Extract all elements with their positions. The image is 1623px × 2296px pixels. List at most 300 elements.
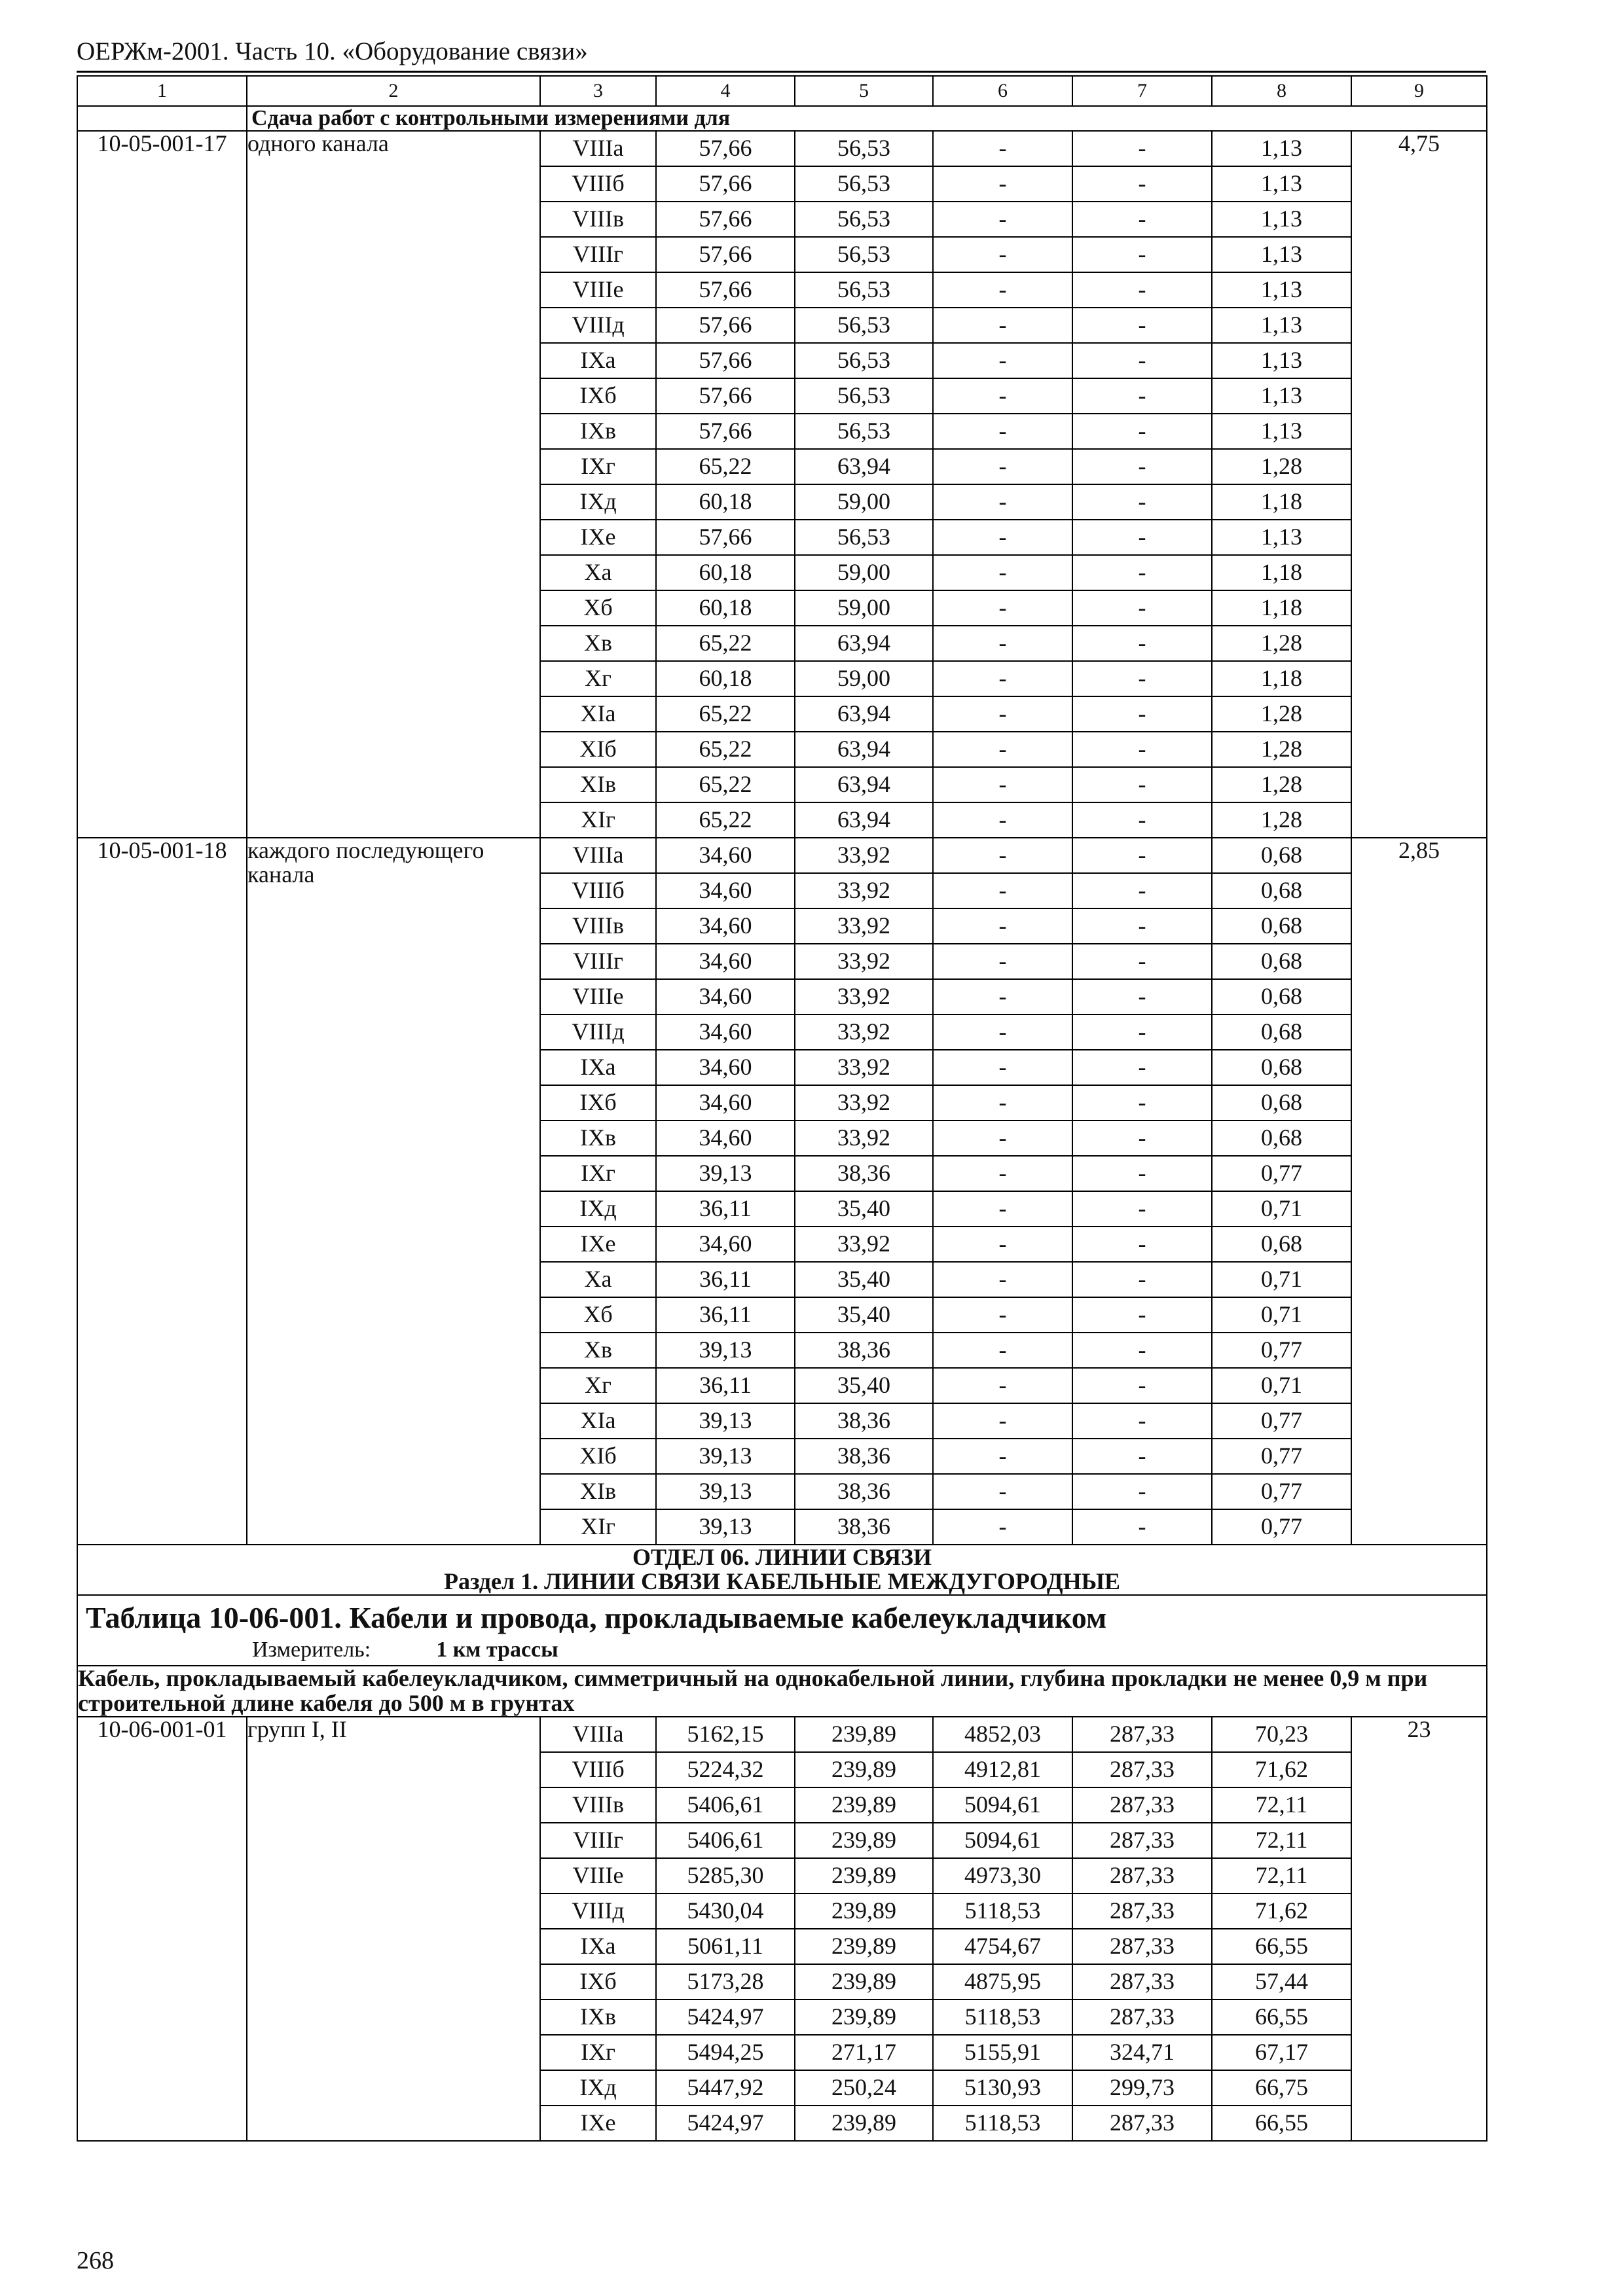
cell-value: - <box>1072 908 1212 944</box>
cell-value: 5118,53 <box>933 2000 1072 2035</box>
cell-value: 33,92 <box>795 1227 933 1262</box>
cell-value: XIб <box>540 1439 656 1474</box>
cell-value: 33,92 <box>795 838 933 873</box>
cell-value: - <box>1072 484 1212 520</box>
cell-value: - <box>1072 237 1212 272</box>
cell-value: XIг <box>540 802 656 838</box>
cell-value: 0,77 <box>1212 1403 1351 1439</box>
cell-value: VIIIв <box>540 202 656 237</box>
cell-value: IXд <box>540 2070 656 2106</box>
cell-value: VIIIб <box>540 166 656 202</box>
cell-value: - <box>933 873 1072 908</box>
cell-value: - <box>1072 732 1212 767</box>
column-number: 3 <box>540 76 656 106</box>
cell-value: 63,94 <box>795 767 933 802</box>
column-number: 4 <box>656 76 795 106</box>
cell-value: IXг <box>540 1156 656 1191</box>
section-title: Раздел 1. ЛИНИИ СВЯЗИ КАБЕЛЬНЫЕ МЕЖДУГОРОДНЫЕ <box>443 1568 1120 1595</box>
cell-value: - <box>933 378 1072 414</box>
cell-value: VIIIв <box>540 908 656 944</box>
cell-value: - <box>1072 202 1212 237</box>
cell-value: 38,36 <box>795 1333 933 1368</box>
cell-value: 0,68 <box>1212 838 1351 873</box>
cell-value: 287,33 <box>1072 1964 1212 2000</box>
cell-value: IXа <box>540 1050 656 1085</box>
cell-value: - <box>1072 1474 1212 1509</box>
cell-value: 33,92 <box>795 1121 933 1156</box>
cell-value: 5224,32 <box>656 1752 795 1787</box>
cell-value: 287,33 <box>1072 1787 1212 1823</box>
work-name: каждого последующего канала <box>247 838 540 1545</box>
cell-value: 1,13 <box>1212 237 1351 272</box>
cell-value: 1,28 <box>1212 696 1351 732</box>
cell-value: 60,18 <box>656 590 795 626</box>
cell-value: 34,60 <box>656 1085 795 1121</box>
cell-value: - <box>933 838 1072 873</box>
cell-value: 39,13 <box>656 1403 795 1439</box>
cell-value: - <box>1072 590 1212 626</box>
cell-value: XIв <box>540 1474 656 1509</box>
cell-value: 5061,11 <box>656 1929 795 1964</box>
cell-value: 4754,67 <box>933 1929 1072 1964</box>
cell-value: 33,92 <box>795 979 933 1014</box>
cell-value: - <box>933 449 1072 484</box>
cell-value: 5447,92 <box>656 2070 795 2106</box>
cell-value: 0,77 <box>1212 1509 1351 1545</box>
column-number: 1 <box>77 76 247 106</box>
cell-value: VIIIе <box>540 979 656 1014</box>
cell-value: VIIIд <box>540 1893 656 1929</box>
cell-value: Xг <box>540 1368 656 1403</box>
cell-value: 71,62 <box>1212 1752 1351 1787</box>
cell-value: 34,60 <box>656 1014 795 1050</box>
cell-value: - <box>1072 802 1212 838</box>
cell-value: - <box>1072 1156 1212 1191</box>
cell-value: VIIIа <box>540 131 656 166</box>
cell-value: 1,28 <box>1212 449 1351 484</box>
cell-value: 0,68 <box>1212 1121 1351 1156</box>
rates-table <box>77 75 1487 2142</box>
cell-value: 287,33 <box>1072 1893 1212 1929</box>
cell-value: 239,89 <box>795 1823 933 1858</box>
cell-value: VIIIе <box>540 1858 656 1893</box>
cell-value: - <box>1072 696 1212 732</box>
cell-value: - <box>1072 838 1212 873</box>
page-number: 268 <box>77 2247 114 2274</box>
cell-value: 34,60 <box>656 979 795 1014</box>
cell-value: - <box>933 802 1072 838</box>
work-name: одного канала <box>247 131 540 838</box>
cell-value: 65,22 <box>656 449 795 484</box>
table-row <box>77 131 1487 166</box>
table-title-row <box>77 1595 1487 1666</box>
cell-value: 0,68 <box>1212 908 1351 944</box>
cell-value: 65,22 <box>656 626 795 661</box>
subheading-row <box>77 1666 1487 1717</box>
cell-value: IXб <box>540 1964 656 2000</box>
cell-value: - <box>1072 378 1212 414</box>
cell-value: - <box>1072 1191 1212 1227</box>
cell-value: - <box>933 944 1072 979</box>
cell-value: - <box>1072 1121 1212 1156</box>
cell-value: 4852,03 <box>933 1717 1072 1752</box>
cell-value: - <box>1072 343 1212 378</box>
cell-value: 5130,93 <box>933 2070 1072 2106</box>
cell-value: 1,13 <box>1212 520 1351 555</box>
cell-value: - <box>933 520 1072 555</box>
cell-value: 65,22 <box>656 767 795 802</box>
cell-value: 1,13 <box>1212 131 1351 166</box>
cell-value: - <box>933 590 1072 626</box>
cell-value: 33,92 <box>795 1050 933 1085</box>
cell-value: 57,66 <box>656 131 795 166</box>
cell-value: 0,68 <box>1212 979 1351 1014</box>
cell-value: 38,36 <box>795 1509 933 1545</box>
cell-value: 35,40 <box>795 1297 933 1333</box>
cell-value: 4875,95 <box>933 1964 1072 2000</box>
cell-value: - <box>1072 873 1212 908</box>
cell-value: - <box>1072 555 1212 590</box>
cell-value: 0,68 <box>1212 1050 1351 1085</box>
cell-value: 5285,30 <box>656 1858 795 1893</box>
cell-value: 239,89 <box>795 1787 933 1823</box>
cell-value: 57,66 <box>656 343 795 378</box>
cell-value: 56,53 <box>795 308 933 343</box>
cell-value: 38,36 <box>795 1474 933 1509</box>
cell-value: IXг <box>540 449 656 484</box>
cell-value: - <box>933 308 1072 343</box>
cell-value: Xа <box>540 1262 656 1297</box>
cell-value: 57,66 <box>656 520 795 555</box>
cell-value: - <box>933 1439 1072 1474</box>
cell-value: 5424,97 <box>656 2000 795 2035</box>
cell-value: 56,53 <box>795 131 933 166</box>
cell-value: - <box>933 1262 1072 1297</box>
cell-value: 34,60 <box>656 873 795 908</box>
cell-value: 72,11 <box>1212 1787 1351 1823</box>
cell-value: 239,89 <box>795 1717 933 1752</box>
cell-value: 5406,61 <box>656 1823 795 1858</box>
cell-value: IXд <box>540 1191 656 1227</box>
cell-value: 1,28 <box>1212 732 1351 767</box>
cell-value: - <box>1072 308 1212 343</box>
cell-value: - <box>933 1403 1072 1439</box>
cell-value: 60,18 <box>656 555 795 590</box>
cell-value: 56,53 <box>795 237 933 272</box>
column-number: 7 <box>1072 76 1212 106</box>
cell-value: - <box>933 202 1072 237</box>
cell-value: 39,13 <box>656 1509 795 1545</box>
cell-value: 250,24 <box>795 2070 933 2106</box>
cell-value: 57,66 <box>656 202 795 237</box>
cell-value: 59,00 <box>795 555 933 590</box>
cell-value: 287,33 <box>1072 1717 1212 1752</box>
cell-value: 1,28 <box>1212 626 1351 661</box>
cell-value: IXе <box>540 1227 656 1262</box>
cell-value: - <box>933 1509 1072 1545</box>
cell-value: 67,17 <box>1212 2035 1351 2070</box>
cell-value: 0,71 <box>1212 1297 1351 1333</box>
cell-value: - <box>933 1297 1072 1333</box>
cell-value: 0,77 <box>1212 1156 1351 1191</box>
cell-value: 65,22 <box>656 802 795 838</box>
cell-value: - <box>1072 1014 1212 1050</box>
table-row <box>77 1717 1487 1752</box>
cell-value: 56,53 <box>795 414 933 449</box>
cell-value: 66,75 <box>1212 2070 1351 2106</box>
cell-value: 56,53 <box>795 378 933 414</box>
cell-value: 38,36 <box>795 1403 933 1439</box>
cell-value: - <box>933 272 1072 308</box>
cell-value: - <box>1072 449 1212 484</box>
cell-value: 66,55 <box>1212 1929 1351 1964</box>
cell-value: 36,11 <box>656 1191 795 1227</box>
cell-value: 34,60 <box>656 838 795 873</box>
division-title: ОТДЕЛ 06. ЛИНИИ СВЯЗИ <box>632 1543 932 1570</box>
table-title-cell <box>77 1595 1487 1666</box>
cell-value: 1,13 <box>1212 166 1351 202</box>
cell-value: 39,13 <box>656 1333 795 1368</box>
total-value: 23 <box>1351 1717 1487 2141</box>
cell-value: 38,36 <box>795 1439 933 1474</box>
cell-value: IXв <box>540 2000 656 2035</box>
cell-value: 0,68 <box>1212 944 1351 979</box>
cell-value: 0,77 <box>1212 1474 1351 1509</box>
cell-value: - <box>1072 944 1212 979</box>
total-value: 4,75 <box>1351 131 1487 838</box>
cell-value: VIIIв <box>540 1787 656 1823</box>
cell-value: 239,89 <box>795 1858 933 1893</box>
cell-value: IXе <box>540 2106 656 2141</box>
cell-value: - <box>933 696 1072 732</box>
cell-value: 56,53 <box>795 202 933 237</box>
cell-value: 72,11 <box>1212 1823 1351 1858</box>
column-number: 9 <box>1351 76 1487 106</box>
cell-value: 71,62 <box>1212 1893 1351 1929</box>
cell-value: - <box>1072 131 1212 166</box>
cell-value: 5094,61 <box>933 1787 1072 1823</box>
cell-value: 66,55 <box>1212 2106 1351 2141</box>
cell-value: 36,11 <box>656 1368 795 1403</box>
cell-value: 0,71 <box>1212 1368 1351 1403</box>
cell-value: 35,40 <box>795 1191 933 1227</box>
cell-value: - <box>1072 272 1212 308</box>
cell-value: 65,22 <box>656 696 795 732</box>
cell-value: - <box>1072 1227 1212 1262</box>
cell-value: - <box>1072 626 1212 661</box>
cell-value: 1,18 <box>1212 661 1351 696</box>
cell-value: 5430,04 <box>656 1893 795 1929</box>
cell-value: - <box>1072 1050 1212 1085</box>
empty-cell <box>77 106 247 131</box>
cell-value: - <box>1072 661 1212 696</box>
cell-value: - <box>1072 979 1212 1014</box>
cell-value: IXа <box>540 1929 656 1964</box>
cell-value: 0,77 <box>1212 1439 1351 1474</box>
cell-value: 239,89 <box>795 1929 933 1964</box>
column-number: 2 <box>247 76 540 106</box>
cell-value: 0,68 <box>1212 1014 1351 1050</box>
cell-value: 0,68 <box>1212 1085 1351 1121</box>
cell-value: - <box>933 1474 1072 1509</box>
cell-value: - <box>933 908 1072 944</box>
cell-value: VIIIг <box>540 237 656 272</box>
cell-value: 59,00 <box>795 661 933 696</box>
cell-value: 1,18 <box>1212 590 1351 626</box>
cell-value: IXг <box>540 2035 656 2070</box>
cell-value: 5173,28 <box>656 1964 795 2000</box>
cell-value: 5118,53 <box>933 2106 1072 2141</box>
cell-value: - <box>933 1156 1072 1191</box>
cell-value: VIIIа <box>540 1717 656 1752</box>
cell-value: - <box>1072 1509 1212 1545</box>
running-header: ОЕРЖм-2001. Часть 10. «Оборудование связи» <box>77 37 588 65</box>
cell-value: 63,94 <box>795 732 933 767</box>
cell-value: Xа <box>540 555 656 590</box>
cell-value: 239,89 <box>795 1752 933 1787</box>
cell-value: - <box>1072 520 1212 555</box>
measure-value: 1 км трассы <box>436 1637 558 1662</box>
table-row <box>77 838 1487 873</box>
cell-value: 0,68 <box>1212 1227 1351 1262</box>
cell-value: 1,13 <box>1212 272 1351 308</box>
cell-value: IXб <box>540 1085 656 1121</box>
cell-value: - <box>933 1368 1072 1403</box>
cell-value: - <box>1072 1297 1212 1333</box>
cell-value: Xб <box>540 590 656 626</box>
cell-value: 5162,15 <box>656 1717 795 1752</box>
cell-value: 1,28 <box>1212 767 1351 802</box>
cell-value: XIв <box>540 767 656 802</box>
cell-value: 239,89 <box>795 2106 933 2141</box>
cell-value: 5094,61 <box>933 1823 1072 1858</box>
column-number: 8 <box>1212 76 1351 106</box>
cell-value: - <box>933 1333 1072 1368</box>
cell-value: 287,33 <box>1072 2000 1212 2035</box>
section-heading: Сдача работ с контрольными измерениями для <box>247 106 1487 131</box>
cell-value: 33,92 <box>795 944 933 979</box>
cell-value: - <box>933 626 1072 661</box>
cell-value: 0,71 <box>1212 1262 1351 1297</box>
cell-value: 60,18 <box>656 661 795 696</box>
cell-value: IXв <box>540 1121 656 1156</box>
cell-value: - <box>933 343 1072 378</box>
cell-value: 33,92 <box>795 873 933 908</box>
cell-value: 287,33 <box>1072 1929 1212 1964</box>
cell-value: 35,40 <box>795 1262 933 1297</box>
cell-value: IXв <box>540 414 656 449</box>
cell-value: VIIIг <box>540 944 656 979</box>
cell-value: 1,13 <box>1212 202 1351 237</box>
cell-value: - <box>933 1085 1072 1121</box>
cell-value: 239,89 <box>795 2000 933 2035</box>
cell-value: 34,60 <box>656 944 795 979</box>
cell-value: - <box>1072 414 1212 449</box>
cell-value: - <box>933 414 1072 449</box>
cell-value: 4912,81 <box>933 1752 1072 1787</box>
cell-value: 287,33 <box>1072 1858 1212 1893</box>
cell-value: - <box>933 131 1072 166</box>
cell-value: - <box>1072 1085 1212 1121</box>
cell-value: - <box>1072 1403 1212 1439</box>
cell-value: VIIIб <box>540 873 656 908</box>
cell-value: 35,40 <box>795 1368 933 1403</box>
cell-value: - <box>933 1050 1072 1085</box>
cell-value: 39,13 <box>656 1156 795 1191</box>
cell-value: 63,94 <box>795 696 933 732</box>
cell-value: VIIIа <box>540 838 656 873</box>
cell-value: 5118,53 <box>933 1893 1072 1929</box>
cell-value: Xв <box>540 626 656 661</box>
cell-value: - <box>933 237 1072 272</box>
cell-value: 5155,91 <box>933 2035 1072 2070</box>
cell-value: - <box>933 732 1072 767</box>
cell-value: 34,60 <box>656 1050 795 1085</box>
rate-code: 10-05-001-17 <box>77 131 247 838</box>
column-number: 6 <box>933 76 1072 106</box>
cell-value: IXа <box>540 343 656 378</box>
cell-value: - <box>933 555 1072 590</box>
cell-value: Xб <box>540 1297 656 1333</box>
cell-value: 56,53 <box>795 343 933 378</box>
cell-value: 33,92 <box>795 908 933 944</box>
cell-value: 57,66 <box>656 166 795 202</box>
cell-value: IXе <box>540 520 656 555</box>
cell-value: 5494,25 <box>656 2035 795 2070</box>
cell-value: 65,22 <box>656 732 795 767</box>
total-value: 2,85 <box>1351 838 1487 1545</box>
cell-value: VIIIг <box>540 1823 656 1858</box>
cell-value: 33,92 <box>795 1085 933 1121</box>
cell-value: - <box>933 484 1072 520</box>
cell-value: 70,23 <box>1212 1717 1351 1752</box>
cell-value: - <box>1072 1368 1212 1403</box>
cell-value: 287,33 <box>1072 1752 1212 1787</box>
cell-value: - <box>933 1121 1072 1156</box>
cell-value: 0,68 <box>1212 873 1351 908</box>
rate-code: 10-06-001-01 <box>77 1717 247 2141</box>
cell-value: 57,66 <box>656 378 795 414</box>
division-heading <box>77 1545 1487 1596</box>
cell-value: 63,94 <box>795 626 933 661</box>
cell-value: 36,11 <box>656 1262 795 1297</box>
cell-value: XIг <box>540 1509 656 1545</box>
column-number: 5 <box>795 76 933 106</box>
cell-value: 34,60 <box>656 1121 795 1156</box>
cell-value: 5406,61 <box>656 1787 795 1823</box>
cell-value: - <box>933 1191 1072 1227</box>
cell-value: 39,13 <box>656 1474 795 1509</box>
cell-value: - <box>1072 1262 1212 1297</box>
cell-value: 1,13 <box>1212 378 1351 414</box>
cell-value: - <box>933 661 1072 696</box>
cell-value: 56,53 <box>795 272 933 308</box>
cell-value: 57,66 <box>656 414 795 449</box>
cell-value: XIб <box>540 732 656 767</box>
cell-value: 5424,97 <box>656 2106 795 2141</box>
cell-value: - <box>933 1227 1072 1262</box>
table-title: Таблица 10-06-001. Кабели и провода, прокладываемые кабелеукладчиком <box>86 1601 1107 1635</box>
cell-value: VIIIе <box>540 272 656 308</box>
cell-value: 34,60 <box>656 1227 795 1262</box>
cell-value: 57,66 <box>656 272 795 308</box>
cell-value: - <box>933 979 1072 1014</box>
cell-value: - <box>933 1014 1072 1050</box>
cell-value: VIIIд <box>540 308 656 343</box>
cell-value: Xг <box>540 661 656 696</box>
cell-value: 287,33 <box>1072 2106 1212 2141</box>
cell-value: 38,36 <box>795 1156 933 1191</box>
